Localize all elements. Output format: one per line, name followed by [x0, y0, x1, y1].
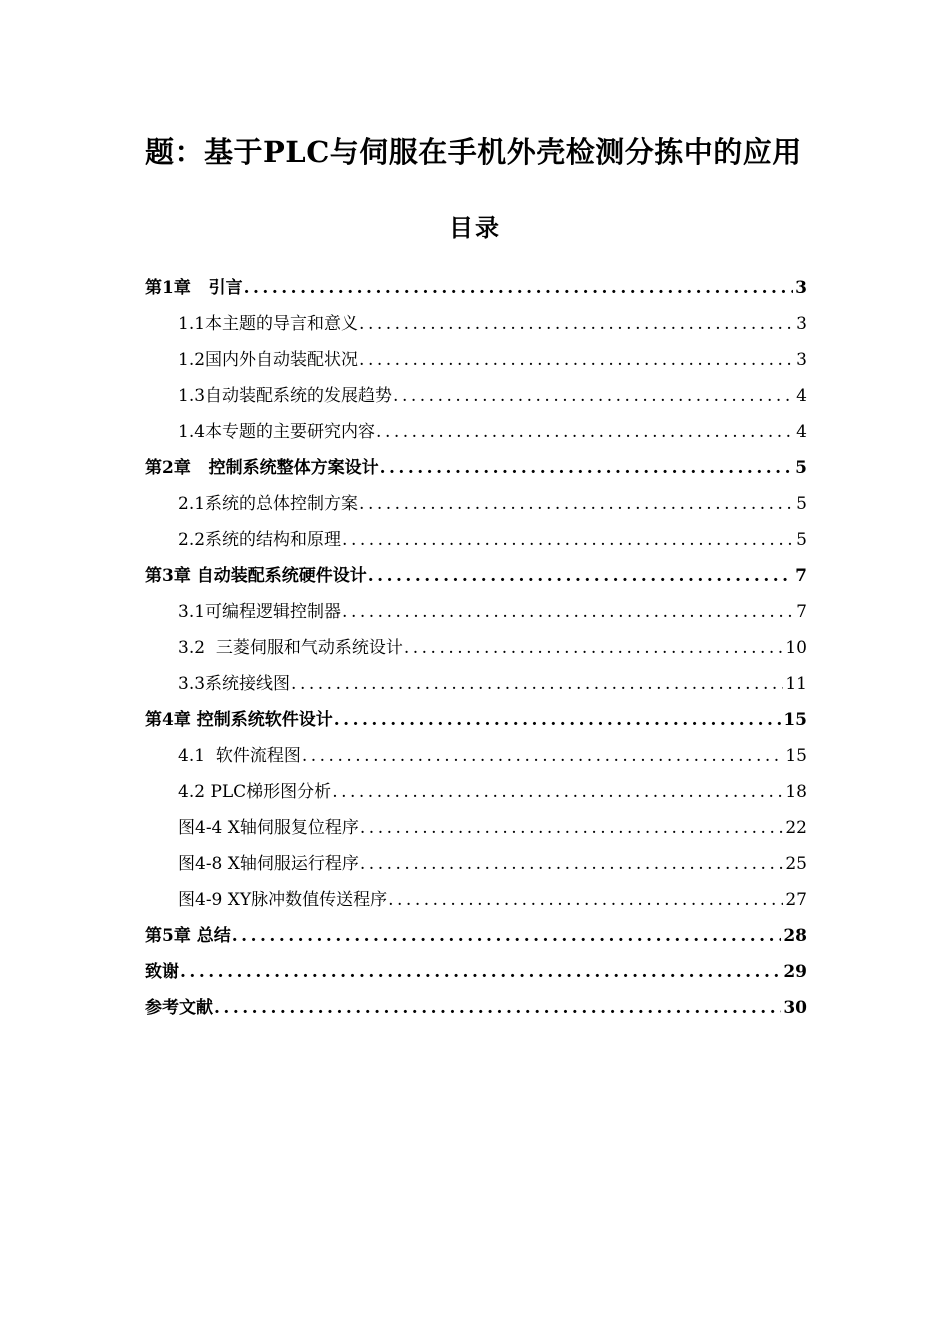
toc-entry[interactable] [145, 378, 807, 414]
toc-entry[interactable] [145, 990, 807, 1026]
toc-leader-dots [180, 954, 781, 990]
toc-entry-label: 图4-4 X轴伺服复位程序 [178, 818, 359, 838]
toc-entry[interactable] [145, 270, 807, 306]
toc-entry[interactable] [145, 522, 807, 558]
toc-entry[interactable] [145, 666, 807, 702]
toc-entry-page: 11 [785, 674, 807, 694]
toc-entry-label: 3.1可编程逻辑控制器 [178, 602, 342, 622]
toc-entry[interactable] [145, 594, 807, 630]
toc-entry-page: 3 [796, 314, 807, 334]
toc-entry-page: 5 [796, 494, 807, 514]
toc-entry-label: 3.2 三菱伺服和气动系统设计 [178, 638, 403, 658]
toc-entry-page: 4 [796, 386, 807, 406]
toc-entry-page: 27 [785, 890, 807, 910]
table-of-contents [145, 270, 807, 1026]
toc-entry-page: 7 [796, 602, 807, 622]
toc-entry-page: 22 [785, 818, 807, 838]
toc-leader-dots [380, 450, 794, 486]
toc-entry-label: 图4-8 X轴伺服运行程序 [178, 854, 359, 874]
document-title: 题：基于PLC与伺服在手机外壳检测分拣中的应用 [145, 135, 802, 169]
toc-leader-dots [376, 414, 794, 450]
toc-entry[interactable] [145, 450, 807, 486]
toc-entry-label: 1.3自动装配系统的发展趋势 [178, 386, 393, 406]
toc-entry-label: 第3章 自动装配系统硬件设计 [145, 566, 367, 586]
toc-leader-dots [360, 810, 783, 846]
toc-leader-dots [332, 774, 783, 810]
toc-entry-page: 3 [795, 278, 807, 298]
toc-entry-label: 1.2国内外自动装配状况 [178, 350, 359, 370]
toc-entry-page: 10 [785, 638, 807, 658]
toc-leader-dots [388, 882, 783, 918]
toc-entry[interactable] [145, 558, 807, 594]
toc-entry-page: 7 [795, 566, 807, 586]
toc-leader-dots [334, 702, 782, 738]
toc-leader-dots [359, 342, 794, 378]
toc-entry-page: 29 [783, 962, 807, 982]
toc-entry[interactable] [145, 810, 807, 846]
toc-entry-label: 3.3系统接线图 [178, 674, 291, 694]
toc-leader-dots [214, 990, 781, 1026]
toc-heading: 目录 [449, 213, 501, 242]
toc-entry-page: 28 [783, 926, 807, 946]
toc-entry[interactable] [145, 738, 807, 774]
toc-entry-label: 2.1系统的总体控制方案 [178, 494, 359, 514]
toc-leader-dots [359, 486, 794, 522]
toc-leader-dots [342, 522, 794, 558]
toc-leader-dots [244, 270, 794, 306]
toc-entry-label: 第1章 引言 [145, 278, 243, 298]
toc-entry[interactable] [145, 342, 807, 378]
toc-leader-dots [404, 630, 784, 666]
toc-leader-dots [232, 918, 782, 954]
toc-entry[interactable] [145, 954, 807, 990]
toc-entry[interactable] [145, 306, 807, 342]
toc-entry-label: 4.2 PLC梯形图分析 [178, 782, 332, 802]
toc-entry[interactable] [145, 630, 807, 666]
toc-entry[interactable] [145, 846, 807, 882]
toc-leader-dots [342, 594, 794, 630]
toc-leader-dots [368, 558, 793, 594]
toc-entry-label: 第2章 控制系统整体方案设计 [145, 458, 379, 478]
toc-leader-dots [359, 306, 794, 342]
toc-entry-label: 第4章 控制系统软件设计 [145, 710, 333, 730]
toc-entry-label: 第5章 总结 [145, 926, 231, 946]
toc-leader-dots [360, 846, 783, 882]
toc-entry-page: 18 [785, 782, 807, 802]
toc-entry[interactable] [145, 882, 807, 918]
toc-leader-dots [302, 738, 784, 774]
toc-entry-label: 2.2系统的结构和原理 [178, 530, 342, 550]
toc-entry-page: 15 [783, 710, 807, 730]
toc-entry-page: 3 [796, 350, 807, 370]
toc-entry-label: 4.1 软件流程图 [178, 746, 301, 766]
toc-entry-label: 图4-9 XY脉冲数值传送程序 [178, 890, 388, 910]
toc-entry[interactable] [145, 414, 807, 450]
toc-entry-page: 5 [795, 458, 807, 478]
toc-leader-dots [291, 666, 783, 702]
toc-entry-page: 30 [783, 998, 807, 1018]
toc-entry-page: 4 [796, 422, 807, 442]
toc-leader-dots [393, 378, 794, 414]
toc-entry[interactable] [145, 918, 807, 954]
toc-entry-page: 25 [785, 854, 807, 874]
toc-entry-label: 参考文献 [145, 998, 213, 1018]
toc-entry[interactable] [145, 702, 807, 738]
toc-entry-label: 1.1本主题的导言和意义 [178, 314, 359, 334]
toc-entry-label: 1.4本专题的主要研究内容 [178, 422, 376, 442]
toc-entry-page: 5 [796, 530, 807, 550]
toc-entry[interactable] [145, 774, 807, 810]
toc-entry[interactable] [145, 486, 807, 522]
toc-entry-label: 致谢 [145, 962, 179, 982]
toc-entry-page: 15 [785, 746, 807, 766]
